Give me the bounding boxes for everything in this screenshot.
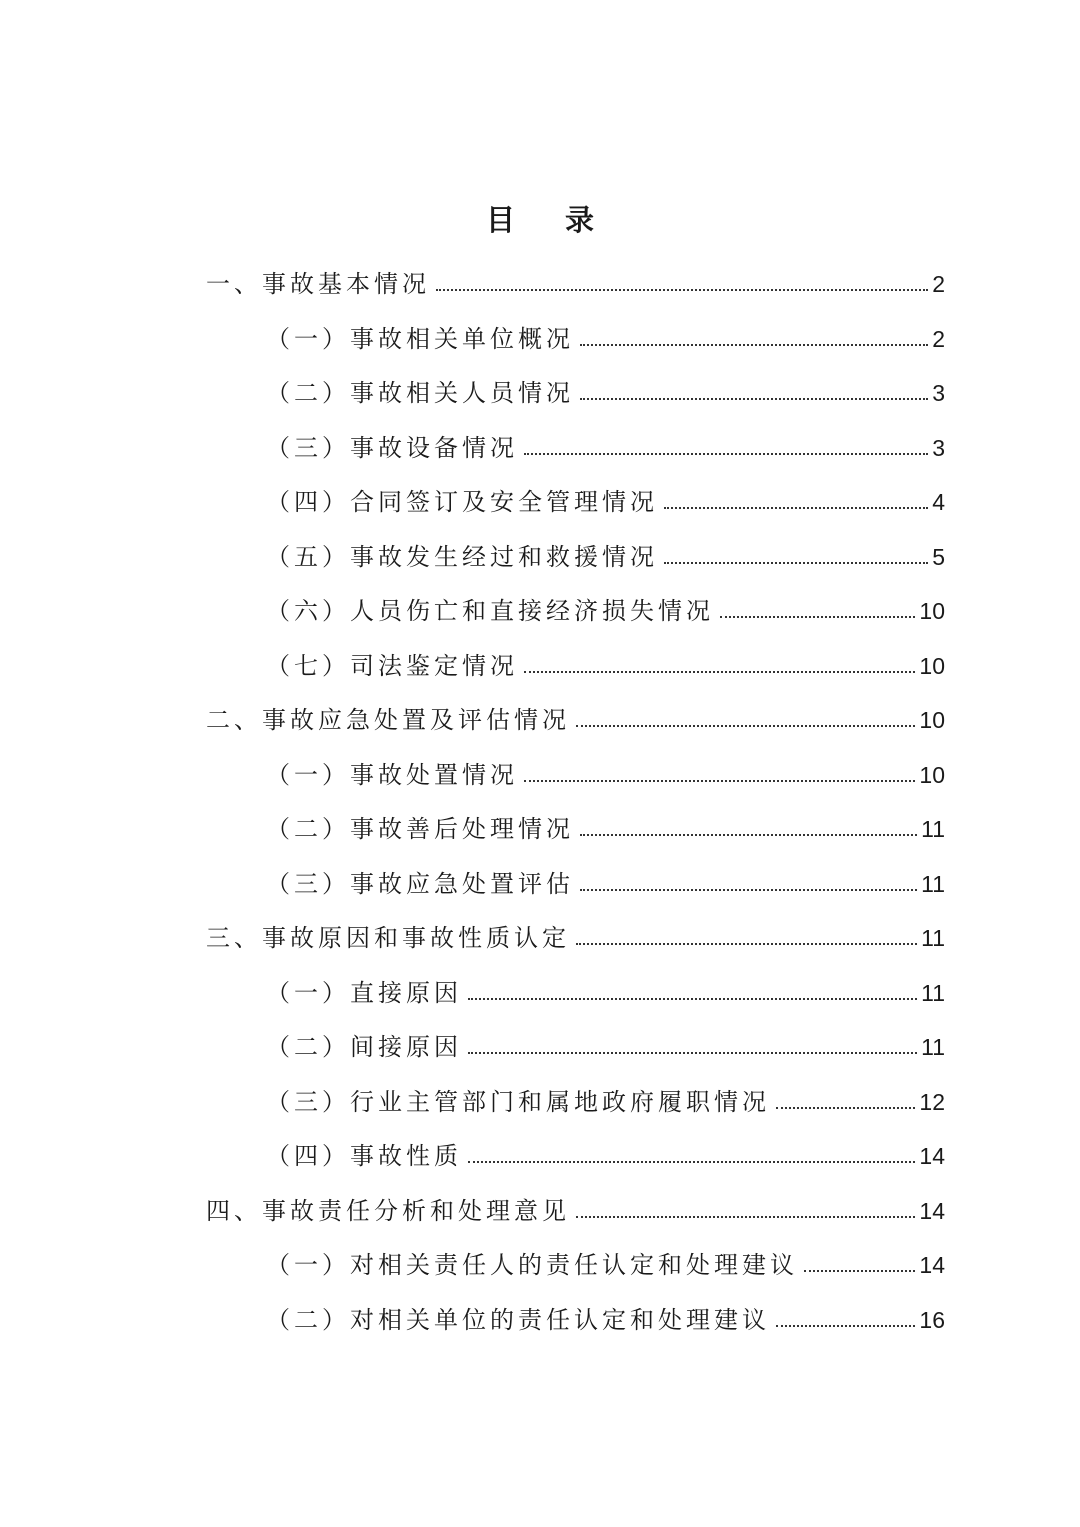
toc-page-number: 10 (919, 761, 945, 788)
toc-page-number: 3 (932, 380, 945, 407)
toc-entry-label: （七）司法鉴定情况 (266, 651, 518, 680)
toc-entry-label: （一）直接原因 (266, 978, 462, 1007)
toc-page-number: 4 (932, 489, 945, 516)
toc-dot-leader (576, 943, 917, 945)
toc-dot-leader (468, 1161, 915, 1163)
toc-subsection-entry[interactable] (0, 857, 1080, 912)
toc-entry-label: （四）合同签订及安全管理情况 (266, 488, 658, 517)
toc-dot-leader (664, 507, 928, 509)
toc-dot-leader (468, 1052, 917, 1054)
toc-page-number: 14 (919, 1252, 945, 1279)
toc-entry-label: （一）对相关责任人的责任认定和处理建议 (266, 1251, 798, 1280)
toc-page-number: 3 (932, 434, 945, 461)
toc-subsection-entry[interactable] (0, 475, 1080, 530)
toc-dot-leader (524, 780, 915, 782)
toc-entry-label: （二）事故善后处理情况 (266, 815, 574, 844)
toc-page-number: 10 (919, 652, 945, 679)
toc-dot-leader (776, 1107, 915, 1109)
toc-subsection-entry[interactable] (0, 748, 1080, 803)
toc-entry-label: （六）人员伤亡和直接经济损失情况 (266, 597, 714, 626)
toc-page-number: 11 (921, 870, 945, 897)
toc-subsection-entry[interactable] (0, 530, 1080, 585)
toc-page-number: 11 (921, 925, 945, 952)
toc-subsection-entry[interactable] (0, 1238, 1080, 1293)
toc-subsection-entry[interactable] (0, 584, 1080, 639)
toc-dot-leader (576, 725, 915, 727)
toc-entry-label: （二）间接原因 (266, 1033, 462, 1062)
toc-section-entry[interactable] (0, 693, 1080, 748)
toc-dot-leader (664, 562, 928, 564)
toc-dot-leader (524, 453, 928, 455)
toc-page-number: 11 (921, 816, 945, 843)
toc-entry-label: （一）事故处置情况 (266, 760, 518, 789)
toc-entry-label: （三）行业主管部门和属地政府履职情况 (266, 1087, 770, 1116)
toc-entry-label: 四、事故责任分析和处理意见 (206, 1196, 570, 1225)
toc-entry-label: （一）事故相关单位概况 (266, 324, 574, 353)
toc-dot-leader (436, 289, 928, 291)
toc-page-number: 14 (919, 1143, 945, 1170)
toc-page-number: 14 (919, 1197, 945, 1224)
toc-dot-leader (576, 1216, 915, 1218)
toc-section-entry[interactable] (0, 257, 1080, 312)
toc-subsection-entry[interactable] (0, 1293, 1080, 1348)
toc-subsection-entry[interactable] (0, 639, 1080, 694)
toc-dot-leader (468, 998, 917, 1000)
toc-subsection-entry[interactable] (0, 366, 1080, 421)
toc-dot-leader (720, 616, 915, 618)
toc-subsection-entry[interactable] (0, 1075, 1080, 1130)
toc-subsection-entry[interactable] (0, 421, 1080, 476)
toc-page-number: 12 (919, 1088, 945, 1115)
toc-list (0, 257, 1080, 1347)
toc-dot-leader (580, 398, 928, 400)
toc-page-number: 11 (921, 1034, 945, 1061)
toc-subsection-entry[interactable] (0, 802, 1080, 857)
toc-page-number: 16 (919, 1306, 945, 1333)
toc-dot-leader (776, 1325, 915, 1327)
toc-page-number: 10 (919, 598, 945, 625)
toc-entry-label: 二、事故应急处置及评估情况 (206, 706, 570, 735)
toc-entry-label: （三）事故应急处置评估 (266, 869, 574, 898)
toc-page-number: 11 (921, 979, 945, 1006)
toc-entry-label: 三、事故原因和事故性质认定 (206, 924, 570, 953)
toc-title: 目 录 (485, 203, 615, 237)
toc-page-number: 2 (932, 325, 945, 352)
toc-entry-label: （四）事故性质 (266, 1142, 462, 1171)
toc-page-number: 10 (919, 707, 945, 734)
toc-subsection-entry[interactable] (0, 312, 1080, 367)
toc-section-entry[interactable] (0, 911, 1080, 966)
toc-entry-label: （二）对相关单位的责任认定和处理建议 (266, 1305, 770, 1334)
toc-entry-label: 一、事故基本情况 (206, 270, 430, 299)
toc-subsection-entry[interactable] (0, 1129, 1080, 1184)
toc-dot-leader (580, 889, 917, 891)
toc-page-number: 5 (932, 543, 945, 570)
toc-dot-leader (580, 344, 928, 346)
toc-subsection-entry[interactable] (0, 966, 1080, 1021)
toc-dot-leader (580, 834, 917, 836)
toc-section-entry[interactable] (0, 1184, 1080, 1239)
toc-dot-leader (804, 1270, 915, 1272)
toc-page-number: 2 (932, 271, 945, 298)
toc-subsection-entry[interactable] (0, 1020, 1080, 1075)
toc-dot-leader (524, 671, 915, 673)
toc-entry-label: （二）事故相关人员情况 (266, 379, 574, 408)
toc-entry-label: （五）事故发生经过和救援情况 (266, 542, 658, 571)
toc-entry-label: （三）事故设备情况 (266, 433, 518, 462)
